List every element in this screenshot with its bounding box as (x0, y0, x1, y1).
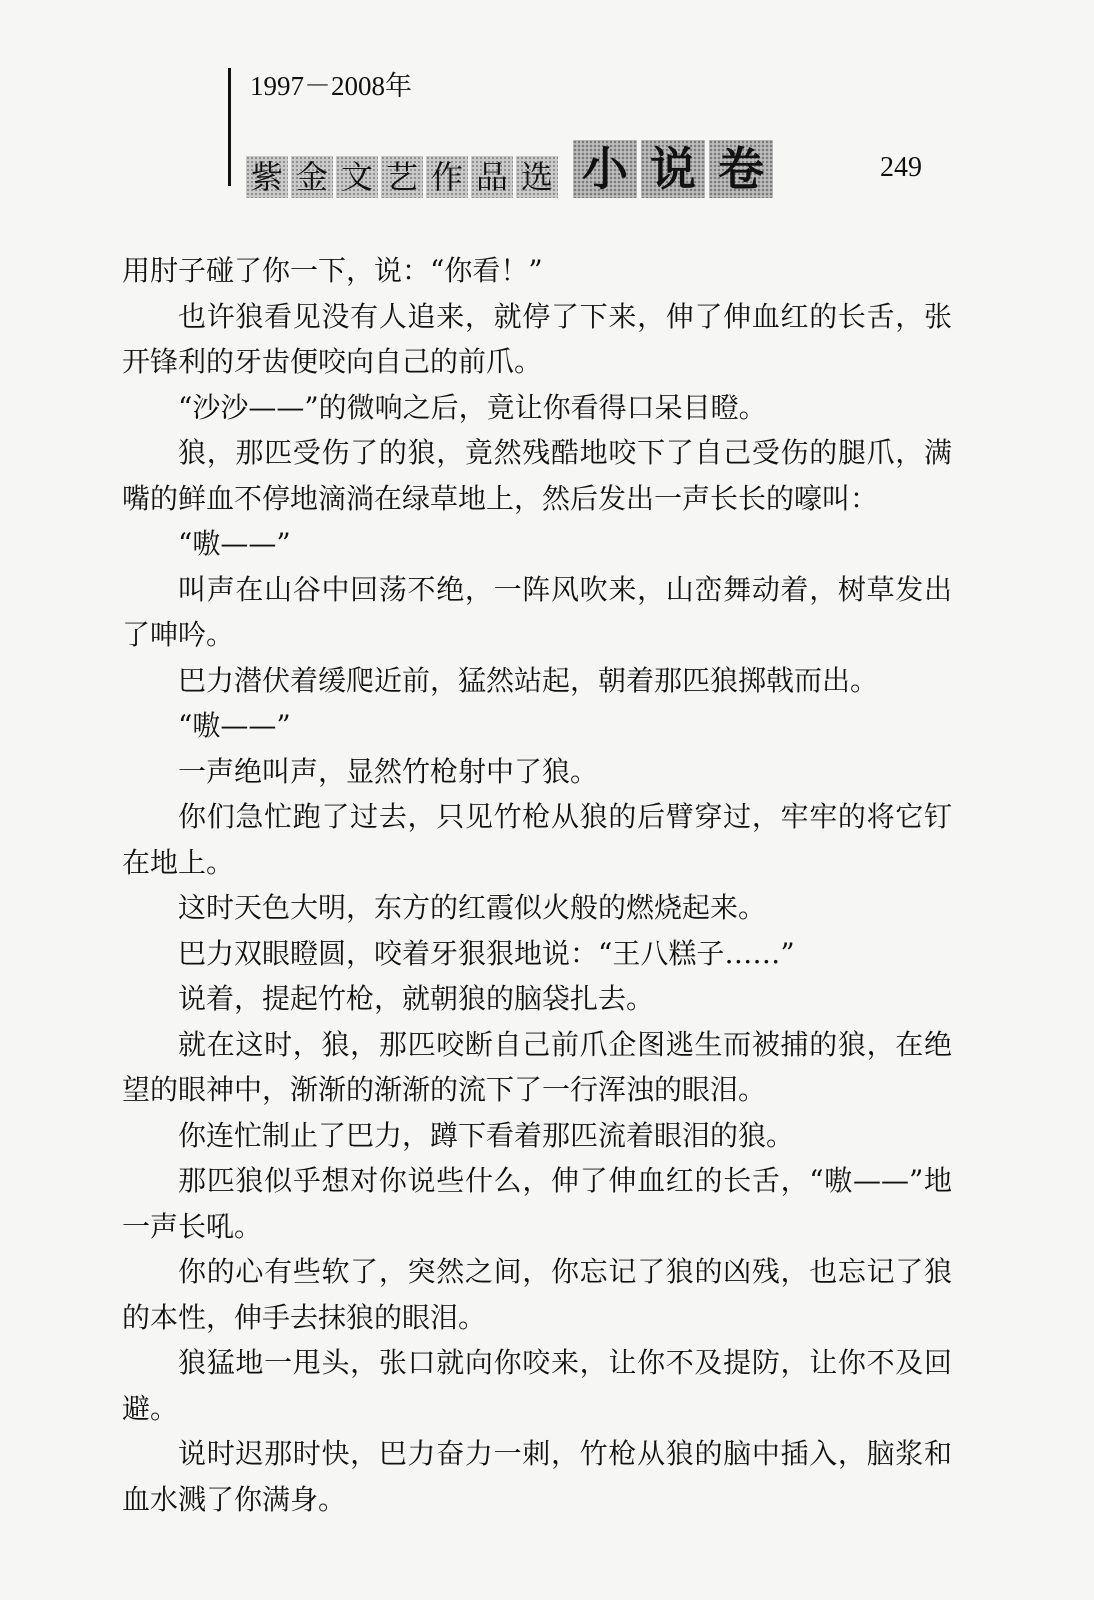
page-number: 249 (880, 152, 922, 183)
paragraph: “沙沙——”的微响之后，竟让你看得口呆目瞪。 (178, 390, 767, 424)
paragraph: 你们急忙跑了过去，只见竹枪从狼的后臂穿过，牢牢的将它钉在地上。 (122, 800, 952, 879)
volume-char: 卷 (709, 140, 773, 198)
series-char: 选 (516, 156, 558, 198)
series-char: 作 (426, 156, 468, 198)
paragraph: 这时天色大明，东方的红霞似火般的燃烧起来。 (178, 891, 767, 924)
volume-char: 说 (641, 140, 705, 198)
paragraph: 狼，那匹受伤了的狼，竟然残酷地咬下了自己受伤的腿爪，满嘴的鲜血不停地滴淌在绿草地上，然后发出一声长长的嚎叫： (122, 436, 952, 515)
paragraph: 巴力潜伏着缓爬近前，猛然站起，朝着那匹狼掷戟而出。 (178, 663, 879, 697)
series-char: 金 (291, 156, 333, 198)
series-char: 文 (336, 156, 378, 198)
volume-name (573, 140, 777, 198)
header-rule (228, 68, 231, 186)
paragraph: 巴力双眼瞪圆，咬着牙狠狠地说：“王八糕子……” (178, 936, 795, 970)
series-name (246, 156, 561, 198)
paragraph: 你连忙制止了巴力，蹲下看着那匹流着眼泪的狼。 (178, 1118, 795, 1152)
paragraph: 叫声在山谷中回荡不绝，一阵风吹来，山峦舞动着，树草发出了呻吟。 (122, 572, 952, 651)
series-char: 紫 (246, 156, 288, 198)
paragraph: 说着，提起竹枪，就朝狼的脑袋扎去。 (178, 982, 655, 1015)
body-text (122, 248, 952, 1522)
paragraph: 用肘子碰了你一下，说：“你看！” (122, 254, 543, 287)
volume-char: 小 (573, 140, 637, 198)
series-char: 艺 (381, 156, 423, 198)
header-years: 1997－2008年 (250, 71, 412, 101)
paragraph: 狼猛地一甩头，张口就向你咬来，让你不及提防，让你不及回避。 (122, 1346, 952, 1425)
paragraph: 一声绝叫声，显然竹枪射中了狼。 (178, 754, 599, 788)
paragraph: “嗷——” (178, 527, 291, 560)
paragraph: 也许狼看见没有人追来，就停了下来，伸了伸血红的长舌，张开锋利的牙齿便咬向自己的前爪。 (122, 299, 952, 378)
paragraph: 说时迟那时快，巴力奋力一刺，竹枪从狼的脑中插入，脑浆和血水溅了你满身。 (122, 1437, 952, 1516)
paragraph: “嗷——” (178, 709, 291, 742)
paragraph: 那匹狼似乎想对你说些什么，伸了伸血红的长舌，“嗷——”地一声长吼。 (122, 1164, 952, 1243)
paragraph: 你的心有些软了，突然之间，你忘记了狼的凶残，也忘记了狼的本性，伸手去抹狼的眼泪。 (122, 1255, 952, 1334)
paragraph: 就在这时，狼，那匹咬断自己前爪企图逃生而被捕的狼，在绝望的眼神中，渐渐的渐渐的流下了一行浑浊的眼泪。 (122, 1027, 952, 1106)
header-series-title (246, 140, 777, 198)
series-char: 品 (471, 156, 513, 198)
